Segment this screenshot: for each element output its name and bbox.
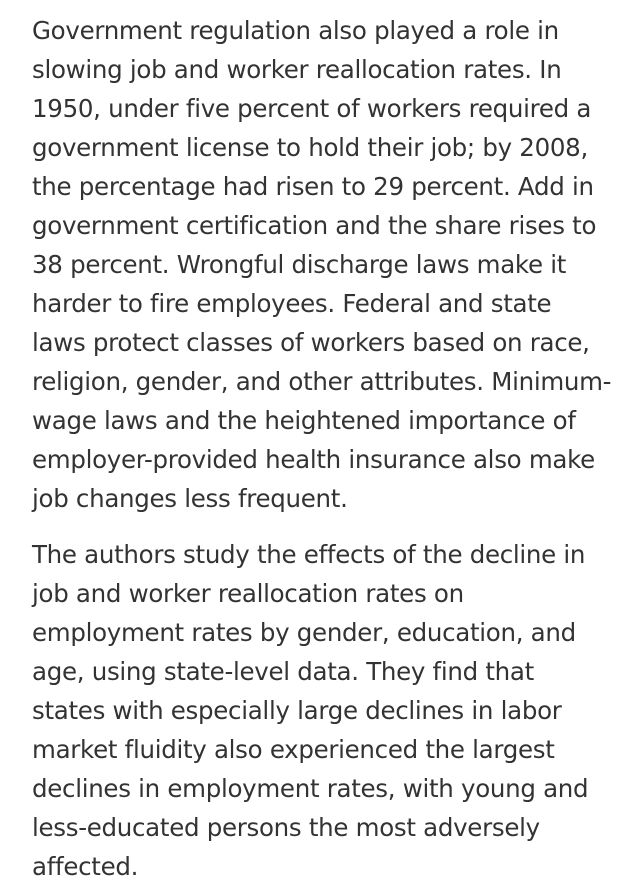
paragraph-regulation: Government regulation also played a role in slowing job and worker reallocation rates. In 1950, under five percent of workers required a government license to hold their job; by 2008, the percentage had risen to 29 percent. Add in government certification and the share rises to 38 percent. Wrongful discharge laws make it harder to fire employees. Federal and state laws protect classes of workers based on race, religion, gender, and other attributes. Minimum-wage laws and the heightened importance of employer-provided health insurance also make job changes less frequent. xyxy=(32,16,612,513)
article-body xyxy=(32,11,612,886)
paragraph-findings: The authors study the effects of the decline in job and worker reallocation rates on employment rates by gender, education, and age, using state-level data. They find that states with especially large declines in labor market fluidity also experienced the largest declines in employment rates, with young and less-educated persons the most adversely affected. xyxy=(32,540,589,881)
